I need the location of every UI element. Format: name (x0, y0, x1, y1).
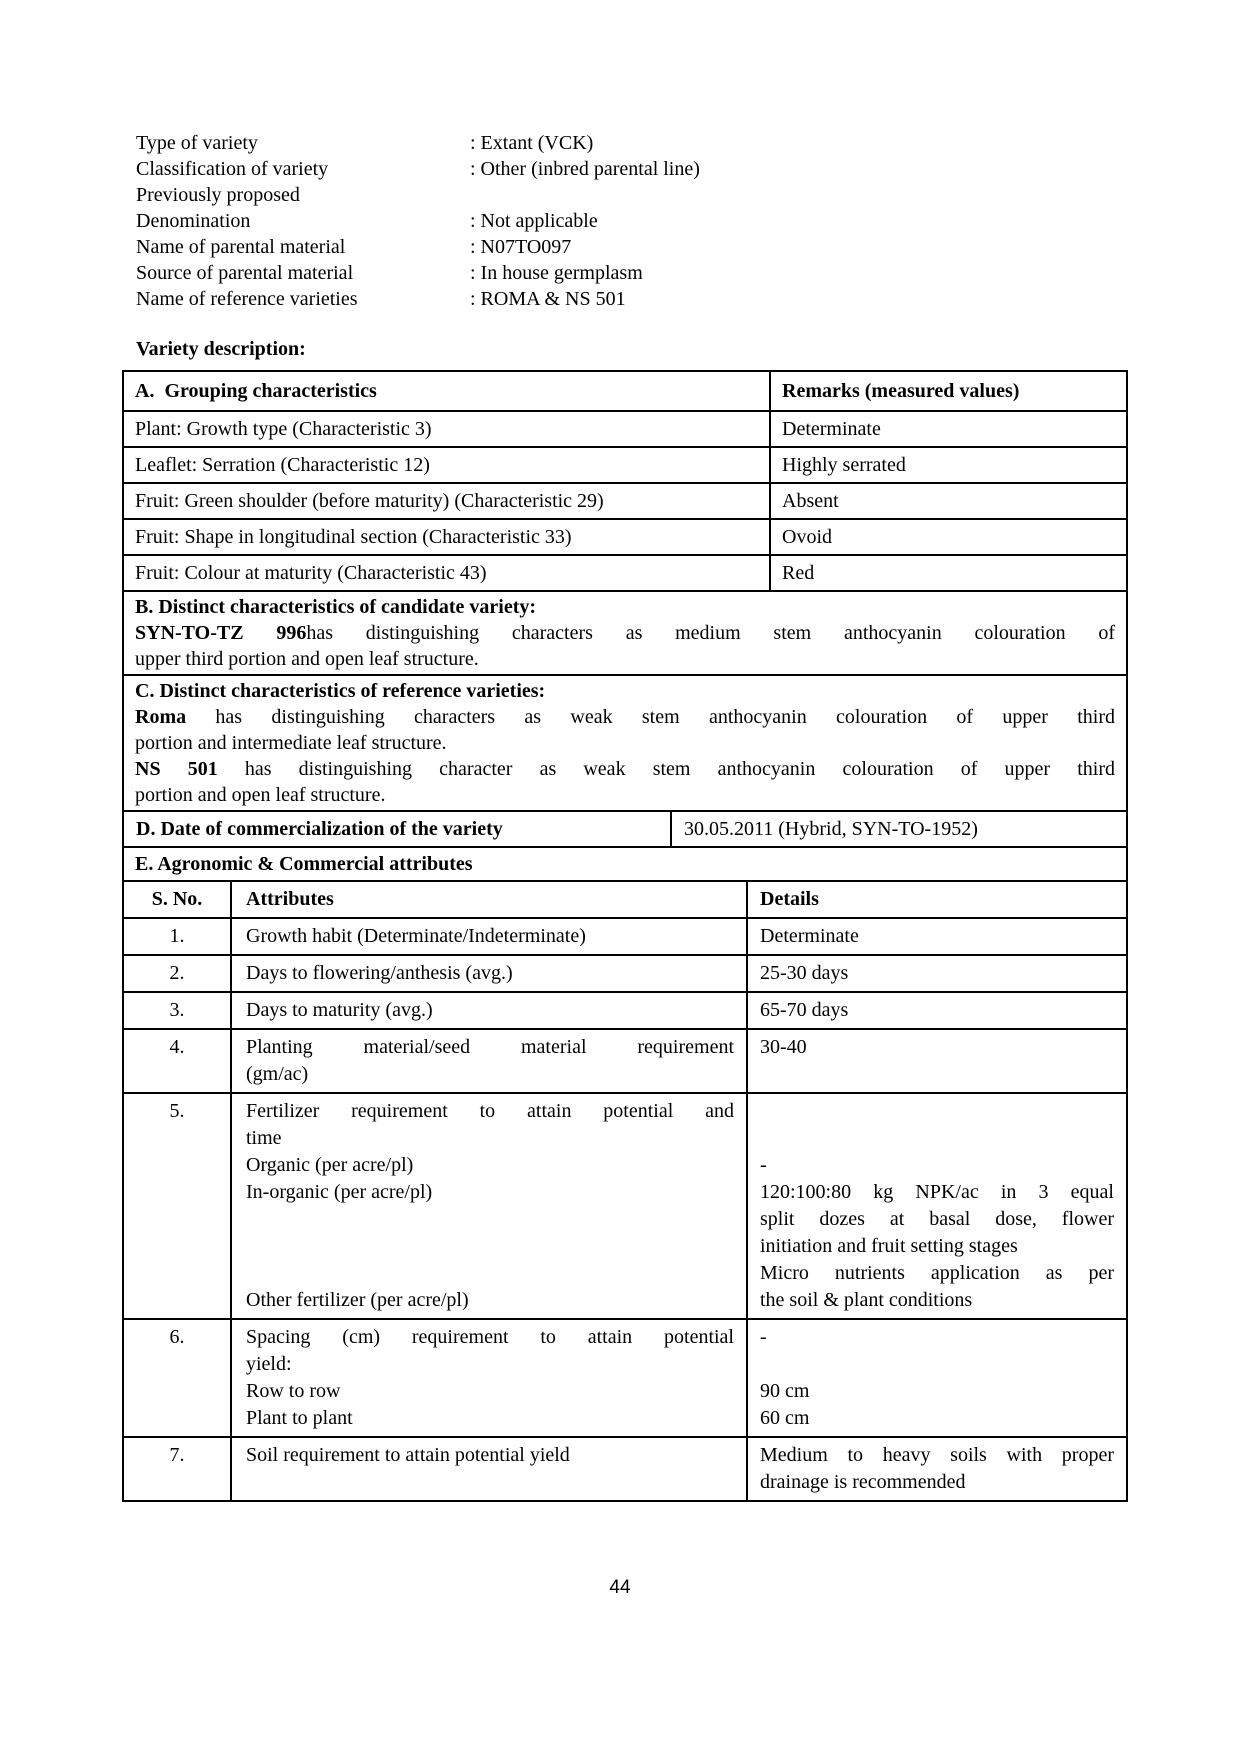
details-cell: 65-70 days (746, 993, 1126, 1028)
reference-variety-name: Roma (135, 706, 187, 728)
page-number: 44 (609, 1577, 631, 1598)
info-value: : N07TO097 (470, 236, 572, 258)
info-row (136, 208, 1128, 234)
section-c (124, 674, 1126, 810)
blank-line (246, 1233, 734, 1260)
info-label: Name of reference varieties (136, 288, 358, 310)
info-row (136, 286, 1128, 312)
attribute-cell: Fertilizer requirement to attain potential and time Organic (per acre/pl) In-organic (per acre/pl) Other fertilizer (per acre/pl) (230, 1094, 746, 1318)
info-label: Source of parental material (136, 262, 354, 284)
info-row (136, 260, 1128, 286)
info-value: : Other (inbred parental line) (470, 158, 700, 180)
section-e-heading: E. Agronomic & Commercial attributes (135, 853, 473, 875)
info-row (136, 234, 1128, 260)
grouping-header-row (124, 372, 1126, 410)
attributes-header-row (124, 880, 1126, 917)
sno-cell: 7. (169, 1444, 185, 1466)
info-label: Denomination (136, 210, 251, 232)
sno-cell: 6. (169, 1326, 185, 1348)
attribute-row (124, 991, 1126, 1028)
grouping-header-characteristics: A. Grouping characteristics (135, 380, 377, 402)
page-content (122, 130, 1128, 1502)
details-cell: Determinate (746, 919, 1126, 954)
info-label: Classification of variety (136, 158, 329, 180)
grouping-row (124, 410, 1126, 446)
characteristic-cell: Leaflet: Serration (Characteristic 12) (135, 454, 430, 476)
characteristic-cell: Plant: Growth type (Characteristic 3) (135, 418, 432, 440)
blank-line (760, 1125, 1114, 1152)
sno-cell: 4. (169, 1036, 185, 1058)
sno-cell: 3. (169, 999, 185, 1021)
header-details: Details (746, 882, 1126, 917)
section-c-roma-line2: portion and intermediate leaf structure. (135, 732, 447, 754)
attribute-row (124, 1028, 1126, 1092)
attribute-row (124, 954, 1126, 991)
grouping-row (124, 446, 1126, 482)
info-label: Type of variety (136, 132, 258, 154)
blank-line (246, 1260, 734, 1287)
attribute-cell: Growth habit (Determinate/Indeterminate) (230, 919, 746, 954)
attribute-row (124, 1318, 1126, 1436)
commercialization-date: 30.05.2011 (Hybrid, SYN-TO-1952) (670, 812, 1126, 846)
info-label: Previously proposed (136, 184, 300, 206)
info-row (136, 130, 1128, 156)
remark-cell: Highly serrated (769, 448, 1126, 482)
section-c-roma-line1: Roma has distinguishing characters as weak stem anthocyanin colouration of upper third (135, 706, 1115, 728)
grouping-header-remarks: Remarks (measured values) (769, 372, 1126, 410)
section-c-ns501-line1: NS 501 has distinguishing character as weak stem anthocyanin colouration of upper third (135, 758, 1115, 780)
remark-cell: Ovoid (769, 520, 1126, 554)
details-cell: Medium to heavy soils with proper drainage is recommended (746, 1438, 1126, 1500)
grouping-row (124, 554, 1126, 590)
variety-info-block (136, 130, 1128, 312)
attribute-row (124, 917, 1126, 954)
candidate-variety-name: SYN-TO-TZ 996 (135, 622, 307, 644)
section-b-heading: B. Distinct characteristics of candidate variety: (135, 596, 537, 618)
details-cell: - 120:100:80 kg NPK/ac in 3 equal split dozes at basal dose, flower initiation and fruit setting stages Micro nutrients application as per the soil & plant conditions (746, 1094, 1126, 1318)
remark-cell: Determinate (769, 412, 1126, 446)
info-value: : Extant (VCK) (470, 132, 594, 154)
section-b-text-line2: upper third portion and open leaf structure. (135, 648, 479, 670)
sno-cell: 5. (169, 1100, 185, 1122)
variety-description-table (122, 370, 1128, 1502)
attribute-row (124, 1092, 1126, 1318)
details-cell: 30-40 (746, 1030, 1126, 1092)
section-e-heading-row (124, 846, 1126, 880)
blank-line (760, 1098, 1114, 1125)
attribute-cell: Spacing (cm) requirement to attain potential yield: Row to row Plant to plant (230, 1320, 746, 1436)
header-sno: S. No. (151, 888, 203, 910)
attribute-cell: Days to maturity (avg.) (230, 993, 746, 1028)
grouping-row (124, 518, 1126, 554)
characteristic-cell: Fruit: Colour at maturity (Characteristic 43) (135, 562, 487, 584)
section-b (124, 590, 1126, 674)
attribute-cell: Days to flowering/anthesis (avg.) (230, 956, 746, 991)
characteristic-cell: Fruit: Shape in longitudinal section (Characteristic 33) (135, 526, 572, 548)
info-value: : Not applicable (470, 210, 598, 232)
section-c-heading: C. Distinct characteristics of reference varieties: (135, 680, 546, 702)
blank-line (246, 1206, 734, 1233)
sno-cell: 1. (169, 925, 185, 947)
section-d-label: D. Date of commercialization of the variety (136, 818, 503, 840)
remark-cell: Red (769, 556, 1126, 590)
section-b-text-line1: SYN-TO-TZ 996has distinguishing characters as medium stem anthocyanin colouration of (135, 622, 1116, 644)
header-attributes: Attributes (230, 882, 746, 917)
info-value: : In house germplasm (470, 262, 643, 284)
blank-line (760, 1351, 1114, 1378)
characteristic-cell: Fruit: Green shoulder (before maturity) (Characteristic 29) (135, 490, 604, 512)
info-label: Name of parental material (136, 236, 346, 258)
section-c-ns501-line2: portion and open leaf structure. (135, 784, 386, 806)
remark-cell: Absent (769, 484, 1126, 518)
info-row (136, 182, 1128, 208)
details-cell: 25-30 days (746, 956, 1126, 991)
section-d-row (124, 810, 1126, 846)
variety-description-heading: Variety description: (136, 338, 306, 360)
grouping-row (124, 482, 1126, 518)
info-value: : ROMA & NS 501 (470, 288, 626, 310)
sno-cell: 2. (169, 962, 185, 984)
reference-variety-name: NS 501 (135, 758, 218, 780)
details-cell: - 90 cm 60 cm (746, 1320, 1126, 1436)
attribute-row (124, 1436, 1126, 1500)
attribute-cell: Soil requirement to attain potential yield (230, 1438, 746, 1500)
info-value (470, 182, 1128, 208)
info-row (136, 156, 1128, 182)
attribute-cell: Planting material/seed material requirement (gm/ac) (230, 1030, 746, 1092)
